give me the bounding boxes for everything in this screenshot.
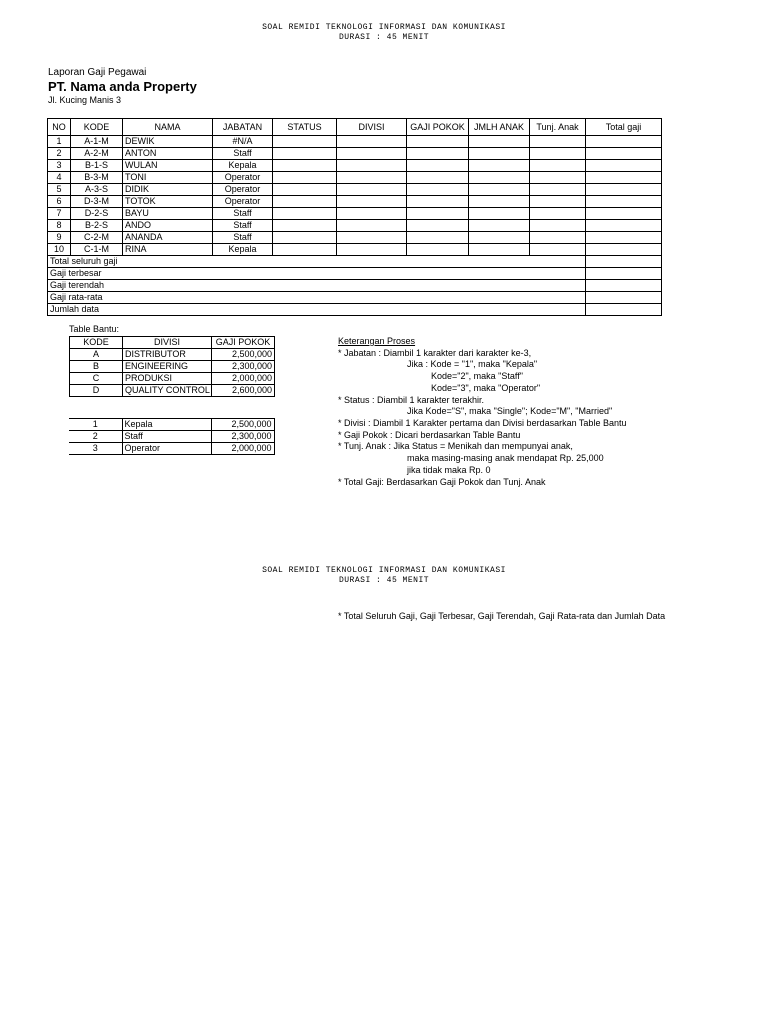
lookup-kode: D (70, 385, 123, 397)
lookup-divisi: ENGINEERING (123, 361, 212, 373)
cell-tunj-anak (530, 160, 586, 172)
cell-tunj-anak (530, 184, 586, 196)
col-header-divisi: DIVISI (337, 119, 407, 136)
lookup-row (70, 349, 275, 361)
cell-tunj-anak (530, 148, 586, 160)
cell-jumlah-anak (469, 172, 530, 184)
cell-nama: TOTOK (123, 196, 213, 208)
cell-kode: B-1-S (71, 160, 123, 172)
lookup-jabatan: Staff (122, 431, 211, 443)
summary-value-count (586, 304, 662, 316)
cell-nama: WULAN (123, 160, 213, 172)
table-row (48, 184, 662, 196)
cell-nama: TONI (123, 172, 213, 184)
summary-row-total (48, 256, 662, 268)
cell-kode: D-2-S (71, 208, 123, 220)
keterangan-line: * Divisi : Diambil 1 Karakter pertama dan Divisi berdasarkan Table Bantu (338, 418, 627, 428)
cell-gaji-pokok (407, 196, 469, 208)
keterangan-line: jika tidak maka Rp. 0 (407, 465, 491, 475)
cell-kode: C-2-M (71, 232, 123, 244)
cell-status (273, 172, 337, 184)
cell-no: 5 (48, 184, 71, 196)
cell-kode: B-3-M (71, 172, 123, 184)
exam-title-repeat: SOAL REMIDI TEKNOLOGI INFORMASI DAN KOMUNIKASI (262, 566, 506, 575)
cell-jumlah-anak (469, 208, 530, 220)
cell-total-gaji (586, 172, 662, 184)
summary-label-average: Gaji rata-rata (48, 292, 586, 304)
cell-status (273, 160, 337, 172)
cell-no: 3 (48, 160, 71, 172)
cell-jabatan: Staff (213, 220, 273, 232)
table-row (48, 136, 662, 148)
col-header-tunj-anak: Tunj. Anak (530, 119, 586, 136)
cell-status (273, 148, 337, 160)
report-title: Laporan Gaji Pegawai (48, 67, 147, 78)
lookup-gaji: 2,500,000 (212, 349, 275, 361)
jabatan-lookup-table (69, 418, 275, 455)
cell-total-gaji (586, 208, 662, 220)
cell-no: 9 (48, 232, 71, 244)
cell-gaji-pokok (407, 148, 469, 160)
cell-nama: RINA (123, 244, 213, 256)
cell-no: 10 (48, 244, 71, 256)
cell-total-gaji (586, 232, 662, 244)
cell-status (273, 136, 337, 148)
cell-jumlah-anak (469, 184, 530, 196)
cell-no: 8 (48, 220, 71, 232)
cell-jabatan: Staff (213, 148, 273, 160)
cell-status (273, 244, 337, 256)
cell-tunj-anak (530, 196, 586, 208)
col-header-gaji-pokok: GAJI POKOK (407, 119, 469, 136)
cell-status (273, 196, 337, 208)
lookup-gaji: 2,000,000 (212, 373, 275, 385)
lookup-gaji: 2,600,000 (212, 385, 275, 397)
cell-jumlah-anak (469, 232, 530, 244)
cell-status (273, 208, 337, 220)
cell-tunj-anak (530, 232, 586, 244)
lookup-jabatan: Operator (122, 443, 211, 455)
cell-divisi (337, 232, 407, 244)
cell-jabatan: Operator (213, 196, 273, 208)
cell-divisi (337, 244, 407, 256)
lookup-header-gaji: GAJI POKOK (212, 337, 275, 349)
cell-gaji-pokok (407, 232, 469, 244)
cell-kode: D-3-M (71, 196, 123, 208)
lookup-kode: 3 (69, 443, 122, 455)
company-address: Jl. Kucing Manis 3 (48, 95, 122, 105)
cell-nama: ANTON (123, 148, 213, 160)
keterangan-line: * Total Gaji: Berdasarkan Gaji Pokok dan Tunj. Anak (338, 477, 546, 487)
summary-row-max (48, 268, 662, 280)
cell-nama: ANDO (123, 220, 213, 232)
keterangan-line: * Jabatan : Diambil 1 karakter dari karakter ke-3, (338, 348, 532, 358)
salary-table (47, 118, 662, 316)
summary-label-min: Gaji terendah (48, 280, 586, 292)
cell-gaji-pokok (407, 136, 469, 148)
cell-jumlah-anak (469, 220, 530, 232)
cell-jumlah-anak (469, 160, 530, 172)
cell-nama: BAYU (123, 208, 213, 220)
summary-value-average (586, 292, 662, 304)
cell-gaji-pokok (407, 220, 469, 232)
keterangan-line: maka masing-masing anak mendapat Rp. 25,000 (407, 453, 604, 463)
keterangan-line: Kode="3", maka "Operator" (431, 383, 541, 393)
cell-no: 4 (48, 172, 71, 184)
cell-divisi (337, 148, 407, 160)
keterangan-line: * Tunj. Anak : Jika Status = Menikah dan mempunyai anak, (338, 441, 573, 451)
cell-divisi (337, 172, 407, 184)
lookup-gaji: 2,300,000 (212, 361, 275, 373)
cell-total-gaji (586, 160, 662, 172)
cell-status (273, 232, 337, 244)
cell-gaji-pokok (407, 184, 469, 196)
cell-jumlah-anak (469, 244, 530, 256)
lookup-gaji: 2,500,000 (211, 419, 274, 431)
cell-no: 7 (48, 208, 71, 220)
cell-kode: C-1-M (71, 244, 123, 256)
cell-total-gaji (586, 196, 662, 208)
lookup-kode: 1 (69, 419, 122, 431)
lookup-header-divisi: DIVISI (123, 337, 212, 349)
cell-tunj-anak (530, 220, 586, 232)
table-row (48, 196, 662, 208)
cell-gaji-pokok (407, 244, 469, 256)
lookup-row (70, 373, 275, 385)
cell-jabatan: Staff (213, 232, 273, 244)
lookup-kode: C (70, 373, 123, 385)
company-name: PT. Nama anda Property (48, 79, 197, 94)
cell-tunj-anak (530, 244, 586, 256)
summary-label-count: Jumlah data (48, 304, 586, 316)
lookup-kode: B (70, 361, 123, 373)
lookup-divisi: PRODUKSI (123, 373, 212, 385)
cell-divisi (337, 196, 407, 208)
summary-label-total: Total seluruh gaji (48, 256, 586, 268)
lookup-header-row (70, 337, 275, 349)
table-row (48, 232, 662, 244)
cell-jabatan: #N/A (213, 136, 273, 148)
col-header-nama: NAMA (123, 119, 213, 136)
cell-kode: A-3-S (71, 184, 123, 196)
cell-total-gaji (586, 184, 662, 196)
cell-tunj-anak (530, 208, 586, 220)
lookup-gaji: 2,000,000 (211, 443, 274, 455)
exam-duration: DURASI : 45 MENIT (338, 33, 430, 42)
cell-jumlah-anak (469, 136, 530, 148)
table-row (48, 244, 662, 256)
summary-row-min (48, 280, 662, 292)
summary-row-average (48, 292, 662, 304)
lookup-row (70, 361, 275, 373)
lookup-kode: 2 (69, 431, 122, 443)
footer-note: * Total Seluruh Gaji, Gaji Terbesar, Gaji Terendah, Gaji Rata-rata dan Jumlah Data (338, 611, 666, 621)
cell-gaji-pokok (407, 208, 469, 220)
cell-kode: B-2-S (71, 220, 123, 232)
exam-duration-repeat: DURASI : 45 MENIT (338, 576, 430, 585)
cell-divisi (337, 136, 407, 148)
cell-jabatan: Operator (213, 172, 273, 184)
table-row (48, 172, 662, 184)
summary-value-total (586, 256, 662, 268)
keterangan-line: * Status : Diambil 1 karakter terakhir. (338, 395, 485, 405)
table-row (48, 148, 662, 160)
lookup-header-kode: KODE (70, 337, 123, 349)
exam-title: SOAL REMIDI TEKNOLOGI INFORMASI DAN KOMUNIKASI (262, 23, 506, 32)
cell-jabatan: Operator (213, 184, 273, 196)
divisi-lookup-table (69, 336, 275, 397)
cell-jumlah-anak (469, 148, 530, 160)
lookup-divisi: DISTRIBUTOR (123, 349, 212, 361)
keterangan-line: Kode="2", maka "Staff" (431, 371, 523, 381)
cell-total-gaji (586, 220, 662, 232)
lookup-row (70, 385, 275, 397)
keterangan-line: * Gaji Pokok : Dicari berdasarkan Table Bantu (338, 430, 521, 440)
cell-jabatan: Kepala (213, 160, 273, 172)
lookup-kode: A (70, 349, 123, 361)
keterangan-line: Jika Kode="S", maka "Single"; Kode="M", "Married" (407, 406, 613, 416)
cell-divisi (337, 184, 407, 196)
cell-divisi (337, 208, 407, 220)
lookup-gaji: 2,300,000 (211, 431, 274, 443)
cell-total-gaji (586, 148, 662, 160)
cell-gaji-pokok (407, 172, 469, 184)
cell-status (273, 184, 337, 196)
lookup-row (69, 419, 274, 431)
cell-jumlah-anak (469, 196, 530, 208)
cell-jabatan: Staff (213, 208, 273, 220)
summary-value-max (586, 268, 662, 280)
table-header-row (48, 119, 662, 136)
lookup-row (69, 431, 274, 443)
table-row (48, 208, 662, 220)
summary-label-max: Gaji terbesar (48, 268, 586, 280)
cell-no: 2 (48, 148, 71, 160)
cell-tunj-anak (530, 172, 586, 184)
cell-no: 1 (48, 136, 71, 148)
keterangan-line: Jika : Kode = "1", maka "Kepala" (407, 359, 538, 369)
table-row (48, 220, 662, 232)
cell-status (273, 220, 337, 232)
cell-jabatan: Kepala (213, 244, 273, 256)
col-header-kode: KODE (71, 119, 123, 136)
cell-kode: A-1-M (71, 136, 123, 148)
cell-divisi (337, 160, 407, 172)
cell-gaji-pokok (407, 160, 469, 172)
summary-value-min (586, 280, 662, 292)
lookup-divisi: QUALITY CONTROL (123, 385, 212, 397)
keterangan-title: Keterangan Proses (338, 336, 416, 346)
col-header-no: NO (48, 119, 71, 136)
col-header-status: STATUS (273, 119, 337, 136)
lookup-row (69, 443, 274, 455)
col-header-total-gaji: Total gaji (586, 119, 662, 136)
cell-nama: ANANDA (123, 232, 213, 244)
cell-nama: DEWIK (123, 136, 213, 148)
cell-nama: DIDIK (123, 184, 213, 196)
cell-total-gaji (586, 136, 662, 148)
cell-no: 6 (48, 196, 71, 208)
cell-kode: A-2-M (71, 148, 123, 160)
col-header-jabatan: JABATAN (213, 119, 273, 136)
col-header-jumlah-anak: JMLH ANAK (469, 119, 530, 136)
cell-divisi (337, 220, 407, 232)
table-row (48, 160, 662, 172)
cell-tunj-anak (530, 136, 586, 148)
lookup-jabatan: Kepala (122, 419, 211, 431)
cell-total-gaji (586, 244, 662, 256)
summary-row-count (48, 304, 662, 316)
table-bantu-caption: Table Bantu: (69, 324, 120, 334)
